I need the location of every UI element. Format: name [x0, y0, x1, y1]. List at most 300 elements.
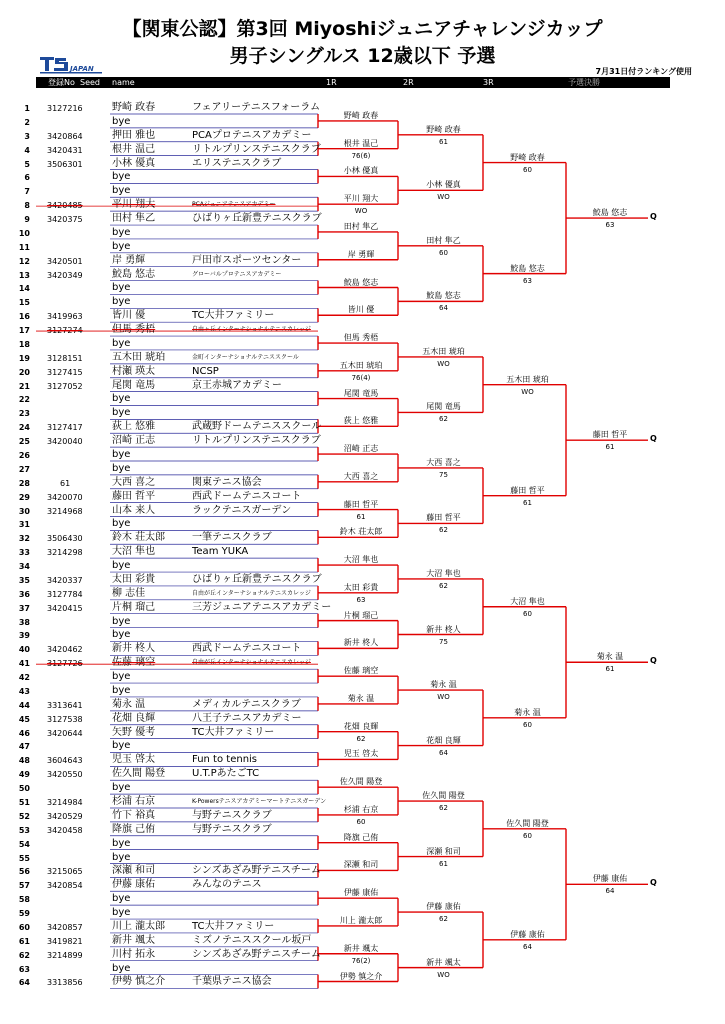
entry-number: 56 — [18, 867, 30, 877]
match-score: 62 — [439, 415, 448, 424]
bye-slot: bye — [112, 962, 131, 974]
player-name: 沼崎 正志 — [112, 435, 156, 447]
entry-number: 35 — [18, 575, 30, 585]
match-score: WO — [521, 387, 534, 396]
entry-number: 6 — [24, 173, 30, 183]
col-seed: Seed — [80, 78, 100, 87]
entry-number: 62 — [18, 950, 30, 960]
registration-number: 3420501 — [47, 256, 83, 266]
player-name: 杉浦 右京 — [112, 796, 156, 807]
match-score: 61 — [523, 498, 532, 507]
registration-number: 3313856 — [47, 978, 83, 988]
bye-slot: bye — [112, 393, 131, 405]
player-name: 平川 翔大 — [112, 199, 156, 211]
player-name: 尾関 竜馬 — [112, 379, 156, 391]
winner-name: 五木田 琥珀 — [339, 360, 383, 370]
registration-number: 3604643 — [47, 756, 83, 766]
winner-name: 太田 彩貴 — [343, 582, 379, 592]
match-score: WO — [437, 193, 450, 202]
entry-number: 49 — [18, 770, 30, 780]
bye-slot: bye — [112, 615, 131, 627]
winner-name: 鈴木 荘太郎 — [339, 527, 383, 537]
registration-number: 3420462 — [47, 645, 83, 655]
bye-slot: bye — [112, 837, 131, 849]
winner-name: 菊永 温 — [514, 707, 541, 717]
bye-slot: bye — [112, 171, 131, 183]
entry-number: 10 — [18, 228, 30, 238]
bye-slot: bye — [112, 782, 131, 794]
registration-number: 3419963 — [47, 312, 83, 322]
match-score: 62 — [439, 804, 448, 813]
registration-number: 3313641 — [47, 700, 83, 710]
winner-name: 川上 瀧太郎 — [339, 915, 383, 925]
match-score: 61 — [439, 137, 448, 146]
bye-slot: bye — [112, 185, 131, 197]
player-name: 太田 彩貴 — [112, 573, 156, 585]
player-club: 金町インターナショナルテニススクール — [192, 353, 299, 361]
match-score: 63 — [523, 276, 532, 285]
entry-number: 24 — [18, 423, 30, 433]
player-club: TC大井ファミリー — [192, 310, 275, 322]
registration-number: 3127784 — [47, 589, 83, 599]
bye-slot: bye — [112, 560, 131, 572]
entry-number: 20 — [18, 367, 30, 377]
winner-name: 小林 優真 — [426, 180, 461, 190]
player-club: PCAプロテニスアカデミー — [192, 129, 312, 141]
registration-number: 3127415 — [47, 367, 83, 377]
player-name: 大西 喜之 — [112, 476, 156, 488]
match-score: 61 — [356, 512, 366, 521]
registration-number: 3420529 — [47, 811, 83, 821]
col-r3: 3R — [483, 78, 494, 87]
qualified-mark: Q — [650, 212, 657, 222]
winner-name: 伊藤 康佑 — [343, 888, 379, 898]
entry-number: 42 — [18, 673, 30, 683]
player-club: TC大井ファミリー — [192, 726, 275, 738]
match-score: 62 — [439, 915, 448, 924]
registration-number: 3420431 — [47, 145, 83, 155]
player-club: 三芳ジュニアテニスアカデミー — [192, 601, 332, 613]
player-club: 与野テニスクラブ — [192, 823, 272, 835]
winner-name: 野崎 政春 — [426, 124, 461, 134]
winner-name: 降旗 己侑 — [343, 832, 379, 842]
registration-number: 3420375 — [47, 215, 83, 225]
registration-number: 3214984 — [47, 798, 83, 807]
registration-number: 3506301 — [47, 159, 83, 169]
winner-name: 鮫島 悠志 — [510, 263, 545, 273]
match-score: 60 — [356, 817, 366, 826]
bye-slot: bye — [112, 449, 131, 460]
player-club: リトルプリンステニスクラブ — [192, 143, 321, 155]
winner-name: 田村 隼乙 — [343, 221, 379, 231]
entry-number: 16 — [18, 312, 30, 322]
entry-number: 45 — [18, 714, 30, 724]
player-name: 川上 瀧太郎 — [112, 920, 166, 932]
match-score: 63 — [605, 221, 615, 230]
entry-number: 18 — [18, 339, 30, 349]
winner-name: 但馬 秀梧 — [343, 333, 379, 343]
match-score: 61 — [605, 443, 615, 452]
winner-name: 新井 颯太 — [343, 943, 379, 953]
entry-number: 32 — [18, 534, 30, 544]
entry-number: 21 — [18, 381, 30, 391]
entry-number: 61 — [18, 936, 30, 946]
player-club: ひばりヶ丘新豊テニスクラブ — [192, 573, 322, 585]
winner-name: 藤田 哲平 — [343, 499, 379, 509]
bye-slot: bye — [112, 851, 131, 863]
player-name: 新井 颯太 — [112, 934, 156, 946]
entry-number: 2 — [24, 117, 30, 127]
winner-name: 平川 翔大 — [343, 194, 379, 204]
player-club: U.T.PあたごTC — [192, 768, 260, 780]
winner-name: 五木田 琥珀 — [422, 346, 465, 356]
player-club: リトルプリンステニスクラブ — [192, 435, 321, 447]
player-club: 関東テニス協会 — [192, 476, 262, 488]
winner-name: 佐久間 陽登 — [339, 777, 383, 787]
entry-number: 41 — [18, 659, 30, 669]
entry-number: 40 — [18, 645, 30, 655]
player-club: 自由が丘インターナショナルテニスカレッジ — [192, 589, 311, 597]
registration-number: 3420854 — [47, 881, 83, 891]
col-r1: 1R — [326, 78, 337, 87]
winner-name: 大沼 隼也 — [510, 596, 545, 606]
player-club: グローバルプロテニスアカデミー — [192, 270, 282, 278]
player-club: 西武ドームテニスコート — [192, 490, 302, 502]
player-name: 田村 隼乙 — [112, 213, 156, 225]
registration-number: 3420349 — [47, 270, 83, 280]
entry-number: 43 — [18, 686, 30, 696]
entry-number: 51 — [18, 798, 30, 807]
bye-slot: bye — [112, 407, 131, 419]
winner-name: 花畑 良輝 — [343, 721, 379, 731]
match-score: 60 — [439, 248, 448, 257]
registration-number: 3420415 — [47, 603, 83, 613]
player-name: 柳 志佳 — [112, 587, 146, 599]
match-score: WO — [437, 970, 450, 979]
winner-name: 伊勢 慎之介 — [339, 971, 383, 981]
player-name: 小林 優真 — [112, 157, 156, 169]
registration-number: 3420857 — [47, 922, 83, 932]
entry-number: 44 — [18, 700, 30, 710]
bye-slot: bye — [112, 671, 131, 683]
logo-japan-text: JAPAN — [70, 65, 94, 73]
player-club: ラックテニスガーデン — [192, 504, 292, 516]
bye-slot: bye — [112, 226, 131, 238]
winner-name: 伊藤 康佑 — [426, 902, 461, 912]
winner-name: 菊永 温 — [596, 652, 624, 662]
entry-number: 48 — [18, 756, 30, 766]
winner-name: 杉浦 右京 — [343, 804, 379, 814]
winner-name: 佐久間 陽登 — [506, 818, 549, 828]
registration-number: 3420040 — [47, 437, 83, 447]
entry-number: 59 — [18, 909, 30, 919]
registration-number: 3506430 — [47, 534, 83, 544]
winner-name: 五木田 琥珀 — [506, 374, 549, 384]
winner-name: 藤田 哲平 — [592, 430, 628, 440]
entry-number: 11 — [18, 242, 30, 252]
match-score: 76(6) — [351, 151, 371, 160]
player-name: 佐久間 陽登 — [112, 768, 166, 780]
registration-number: 3127726 — [47, 659, 83, 669]
registration-number: 3214899 — [47, 950, 83, 960]
qualified-mark: Q — [650, 656, 657, 666]
player-name: 花畑 良輝 — [112, 712, 156, 724]
match-score: WO — [354, 207, 368, 216]
player-name: 村瀬 瑛太 — [112, 365, 156, 377]
player-name: 深瀬 和司 — [112, 865, 156, 877]
winner-name: 荻上 悠雅 — [343, 416, 379, 426]
entry-number: 28 — [18, 478, 30, 488]
bye-slot: bye — [112, 462, 131, 474]
player-name: 岸 勇輝 — [112, 254, 146, 266]
entry-number: 27 — [18, 464, 30, 474]
player-name: 竹下 裕真 — [112, 809, 156, 821]
player-club: フェアリーテニスフォーラム — [192, 102, 321, 113]
registration-number: 3127216 — [47, 104, 83, 113]
entry-number: 34 — [18, 562, 30, 572]
match-score: 61 — [439, 859, 448, 868]
player-name: 片桐 瑠己 — [112, 601, 156, 613]
entry-number: 60 — [18, 922, 30, 932]
bye-slot: bye — [112, 893, 131, 905]
bye-slot: bye — [112, 296, 131, 308]
winner-name: 岸 勇輝 — [347, 249, 375, 259]
player-name: 川村 拓永 — [112, 948, 156, 960]
entry-number: 63 — [18, 964, 30, 974]
player-club: 一筆テニスクラブ — [192, 532, 272, 544]
entry-number: 52 — [18, 811, 30, 821]
winner-name: 尾関 竜馬 — [426, 402, 461, 412]
entry-number: 39 — [18, 631, 30, 641]
player-club: 与野テニスクラブ — [192, 809, 272, 821]
winner-name: 鮫島 悠志 — [426, 291, 461, 301]
entry-number: 13 — [18, 270, 30, 280]
winner-name: 片桐 瑠己 — [343, 610, 379, 620]
match-score: 62 — [439, 526, 448, 535]
match-score: 76(4) — [351, 373, 371, 382]
entry-number: 19 — [18, 353, 30, 363]
entry-number: 17 — [18, 326, 30, 336]
player-name: 伊藤 康佑 — [112, 879, 156, 891]
entry-number: 4 — [24, 145, 30, 155]
winner-name: 鮫島 悠志 — [592, 208, 628, 218]
player-club: シンズあざみ野テニスチーム — [192, 865, 321, 877]
registration-number: 3214298 — [47, 548, 83, 558]
player-name: 五木田 琥珀 — [112, 351, 166, 363]
match-score: 63 — [356, 595, 366, 604]
qualified-mark: Q — [650, 434, 657, 444]
match-score: 75 — [439, 470, 448, 479]
entry-number: 15 — [18, 298, 30, 308]
entry-number: 36 — [18, 589, 30, 599]
bye-slot: bye — [112, 518, 131, 530]
player-name: 佐藤 璃空 — [112, 657, 156, 669]
match-score: 64 — [439, 748, 448, 757]
match-score: 64 — [605, 887, 615, 896]
entry-number: 29 — [18, 492, 30, 502]
col-name: name — [112, 78, 135, 87]
player-club: 八王子テニスアカデミー — [192, 712, 302, 724]
entry-number: 50 — [18, 784, 30, 794]
winner-name: 大西 喜之 — [426, 457, 461, 467]
entry-number: 23 — [18, 409, 30, 419]
match-score: 75 — [439, 637, 448, 646]
winner-name: 大西 喜之 — [343, 471, 379, 481]
winner-name: 野崎 政春 — [343, 110, 379, 120]
player-name: 藤田 哲平 — [112, 490, 156, 502]
player-club: 自由ヶ丘インターナショナルテニスカレッジ — [192, 326, 311, 334]
col-final: 予選決勝 — [568, 78, 600, 87]
registration-number: 3420458 — [47, 825, 83, 835]
match-score: 60 — [523, 831, 532, 840]
player-club: 千葉県テニス協会 — [192, 976, 272, 988]
match-score: 61 — [605, 665, 615, 674]
entry-number: 1 — [24, 104, 30, 113]
entry-number: 14 — [18, 284, 30, 294]
entry-number: 26 — [18, 451, 30, 460]
col-r2: 2R — [403, 78, 414, 87]
match-score: 60 — [523, 609, 532, 618]
entry-number: 9 — [24, 215, 30, 225]
player-name: 新井 柊人 — [112, 643, 156, 655]
winner-name: 新井 柊人 — [343, 638, 379, 648]
entry-number: 55 — [18, 853, 30, 863]
winner-name: 伊藤 康佑 — [592, 874, 628, 884]
registration-number: 3420864 — [47, 131, 83, 141]
entry-number: 46 — [18, 728, 30, 738]
player-name: 大沼 隼也 — [112, 546, 156, 558]
winner-name: 児玉 啓太 — [343, 749, 379, 759]
entry-number: 31 — [18, 520, 30, 530]
player-name: 伊勢 慎之介 — [112, 976, 166, 988]
entry-number: 3 — [24, 131, 30, 141]
player-club: 武蔵野ドームテニススクール — [192, 421, 322, 433]
player-club: 西武ドームテニスコート — [192, 643, 302, 655]
match-score: WO — [437, 693, 450, 702]
entry-number: 12 — [18, 256, 30, 266]
player-name: 荻上 悠雅 — [112, 421, 156, 433]
player-club: NCSP — [192, 365, 219, 377]
winner-name: 伊藤 康佑 — [510, 929, 545, 939]
player-club: メディカルテニスクラブ — [192, 698, 301, 710]
player-club: ひばりヶ丘新豊テニスクラブ — [192, 213, 322, 225]
winner-name: 藤田 哲平 — [510, 485, 545, 495]
col-reg: 登録No — [48, 78, 75, 87]
winner-name: 佐藤 璃空 — [343, 666, 379, 676]
entry-number: 64 — [18, 978, 30, 988]
player-name: 鈴木 荘太郎 — [112, 532, 166, 544]
winner-name: 藤田 哲平 — [426, 513, 461, 523]
winner-name: 佐久間 陽登 — [422, 791, 465, 801]
winner-name: 新井 颯太 — [426, 957, 461, 967]
entry-number: 25 — [18, 437, 30, 447]
winner-name: 野崎 政春 — [510, 152, 545, 162]
player-club: みんなのテニス — [192, 879, 262, 891]
match-score: 62 — [439, 581, 448, 590]
player-name: 児玉 啓太 — [112, 754, 156, 766]
seed-value: 61 — [60, 478, 71, 488]
event-subtitle: 男子シングルス 12歳以下 予選 — [229, 45, 496, 67]
entry-number: 37 — [18, 603, 30, 613]
registration-number: 3127538 — [47, 714, 83, 724]
registration-number: 3420337 — [47, 575, 83, 585]
player-club: シンズあざみ野テニスチーム — [192, 948, 321, 960]
match-score: WO — [437, 359, 450, 368]
match-score: 60 — [523, 165, 532, 174]
bye-slot: bye — [112, 740, 131, 752]
registration-number: 3419821 — [47, 936, 83, 946]
winner-name: 沼崎 正志 — [343, 444, 379, 454]
entry-number: 5 — [24, 159, 30, 169]
player-name: 但馬 秀梧 — [112, 324, 156, 336]
winner-name: 深瀬 和司 — [426, 846, 461, 856]
entry-number: 57 — [18, 881, 30, 891]
player-club: K-Powersテニスアカデミーマートテニスガーデン — [192, 798, 327, 805]
winner-name: 大沼 隼也 — [426, 568, 461, 578]
entry-number: 38 — [18, 617, 30, 627]
match-score: 62 — [356, 734, 366, 743]
player-club: 自由が丘インターナショナルテニスカレッジ — [192, 659, 311, 667]
entry-number: 53 — [18, 825, 30, 835]
bye-slot: bye — [112, 240, 131, 252]
match-score: 76(2) — [351, 956, 371, 965]
player-name: 菊永 温 — [112, 698, 146, 710]
registration-number: 3214968 — [47, 506, 83, 516]
winner-name: 新井 柊人 — [426, 624, 461, 634]
player-name: 山本 来人 — [112, 504, 156, 516]
entry-number: 47 — [18, 742, 30, 752]
entry-number: 22 — [18, 395, 30, 405]
bye-slot: bye — [112, 282, 131, 294]
player-name: 野崎 政春 — [112, 102, 156, 113]
player-club: 戸田市スポーツセンター — [192, 254, 302, 266]
bye-slot: bye — [112, 684, 131, 696]
player-club: 京王赤城アカデミー — [192, 379, 282, 391]
winner-name: 田村 隼乙 — [426, 235, 461, 245]
bye-slot: bye — [112, 907, 131, 919]
tournament-title: 【関東公認】第3回 Miyoshiジュニアチャレンジカップ — [122, 18, 603, 40]
winner-name: 菊永 温 — [347, 693, 375, 703]
winner-name: 尾関 竜馬 — [343, 388, 379, 398]
winner-name: 鮫島 悠志 — [343, 277, 379, 287]
match-score: 60 — [523, 720, 532, 729]
winner-name: 花畑 良輝 — [426, 735, 461, 745]
registration-number: 3127417 — [47, 423, 83, 433]
match-score: 64 — [523, 942, 532, 951]
registration-number: 3420070 — [47, 492, 83, 502]
player-club: Fun to tennis — [192, 754, 258, 766]
winner-name: 大沼 隼也 — [343, 555, 379, 565]
player-club: エリステニスクラブ — [192, 157, 282, 169]
entry-number: 33 — [18, 548, 30, 558]
player-name: 皆川 優 — [112, 310, 146, 322]
registration-number: 3128151 — [47, 353, 83, 363]
bye-slot: bye — [112, 115, 131, 127]
player-club: Team YUKA — [192, 546, 249, 558]
player-name: 矢野 優考 — [112, 726, 156, 738]
registration-number: 3420644 — [47, 728, 83, 738]
player-name: 根井 温己 — [112, 143, 156, 155]
registration-number: 3420550 — [47, 770, 83, 780]
entry-number: 30 — [18, 506, 30, 516]
player-name: 鮫島 悠志 — [112, 268, 156, 280]
bye-slot: bye — [112, 337, 131, 349]
winner-name: 根井 温己 — [343, 138, 379, 148]
registration-number: 3420485 — [47, 201, 83, 211]
registration-number: 3215065 — [47, 867, 83, 877]
bye-slot: bye — [112, 629, 131, 641]
qualified-mark: Q — [650, 878, 657, 888]
